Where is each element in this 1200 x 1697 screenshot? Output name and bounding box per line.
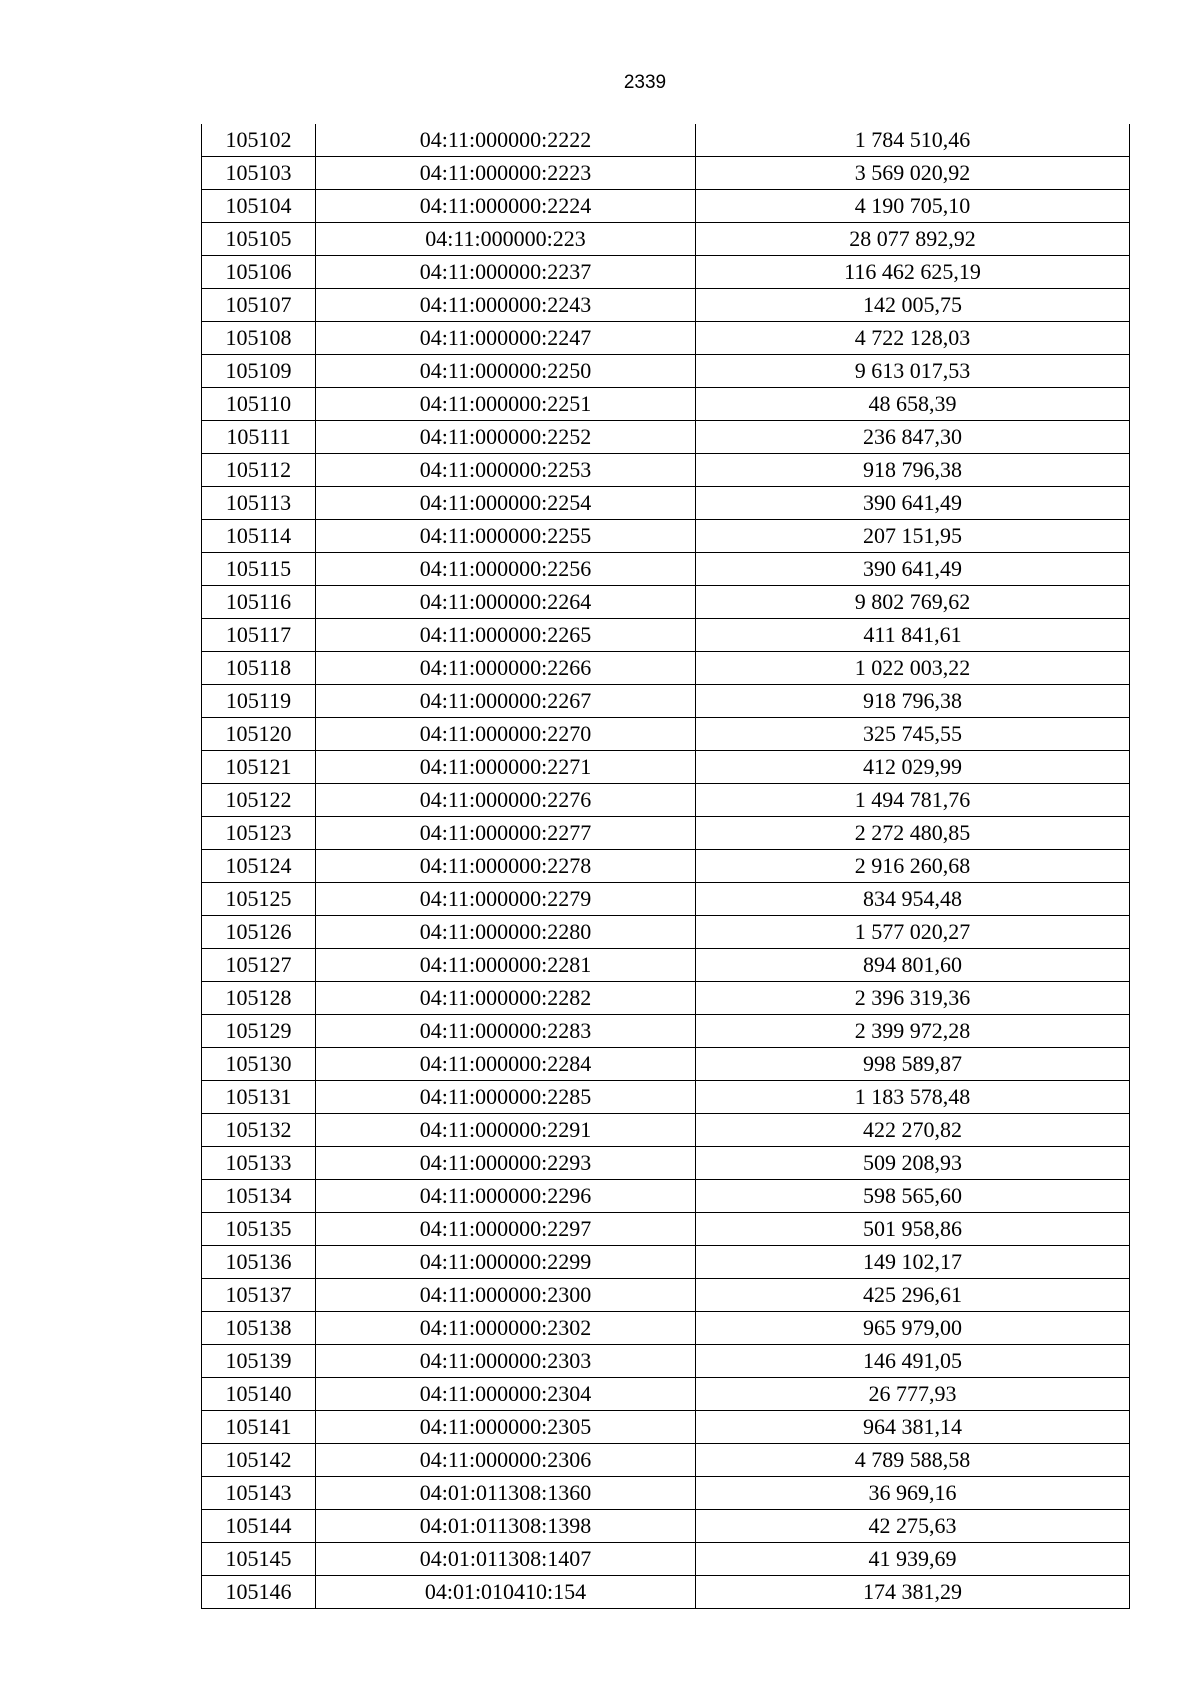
cadastral-number-cell: 04:11:000000:2255	[316, 520, 696, 553]
cadastral-number-cell: 04:11:000000:2293	[316, 1147, 696, 1180]
row-number-cell: 105103	[202, 157, 316, 190]
row-number-cell: 105127	[202, 949, 316, 982]
row-number-cell: 105108	[202, 322, 316, 355]
cadastral-number-cell: 04:01:010410:154	[316, 1576, 696, 1609]
cadastral-number-cell: 04:11:000000:2279	[316, 883, 696, 916]
cadastral-number-cell: 04:11:000000:2224	[316, 190, 696, 223]
row-number-cell: 105125	[202, 883, 316, 916]
cadastral-number-cell: 04:11:000000:2243	[316, 289, 696, 322]
cadastral-number-cell: 04:11:000000:2303	[316, 1345, 696, 1378]
table-row	[202, 1411, 1130, 1444]
table-row	[202, 1213, 1130, 1246]
row-number-cell: 105104	[202, 190, 316, 223]
row-number-cell: 105126	[202, 916, 316, 949]
cadastral-number-cell: 04:01:011308:1398	[316, 1510, 696, 1543]
row-number-cell: 105146	[202, 1576, 316, 1609]
amount-cell: 2 272 480,85	[696, 817, 1130, 850]
amount-cell: 1 784 510,46	[696, 124, 1130, 157]
row-number-cell: 105105	[202, 223, 316, 256]
amount-cell: 3 569 020,92	[696, 157, 1130, 190]
row-number-cell: 105142	[202, 1444, 316, 1477]
table-row	[202, 784, 1130, 817]
row-number-cell: 105110	[202, 388, 316, 421]
amount-cell: 149 102,17	[696, 1246, 1130, 1279]
row-number-cell: 105136	[202, 1246, 316, 1279]
cadastral-number-cell: 04:11:000000:2271	[316, 751, 696, 784]
amount-cell: 26 777,93	[696, 1378, 1130, 1411]
table-row	[202, 157, 1130, 190]
table-row	[202, 1510, 1130, 1543]
table-row	[202, 520, 1130, 553]
cadastral-number-cell: 04:11:000000:2291	[316, 1114, 696, 1147]
cadastral-number-cell: 04:11:000000:223	[316, 223, 696, 256]
row-number-cell: 105128	[202, 982, 316, 1015]
amount-cell: 390 641,49	[696, 553, 1130, 586]
cadastral-number-cell: 04:11:000000:2299	[316, 1246, 696, 1279]
amount-cell: 598 565,60	[696, 1180, 1130, 1213]
page-number: 2339	[623, 72, 667, 93]
cadastral-number-cell: 04:11:000000:2277	[316, 817, 696, 850]
cadastral-number-cell: 04:11:000000:2280	[316, 916, 696, 949]
table-row	[202, 553, 1130, 586]
amount-cell: 2 396 319,36	[696, 982, 1130, 1015]
amount-cell: 412 029,99	[696, 751, 1130, 784]
table-row	[202, 949, 1130, 982]
table-row	[202, 883, 1130, 916]
amount-cell: 41 939,69	[696, 1543, 1130, 1576]
cadastral-number-cell: 04:11:000000:2223	[316, 157, 696, 190]
table-row	[202, 652, 1130, 685]
table-row	[202, 1378, 1130, 1411]
row-number-cell: 105121	[202, 751, 316, 784]
amount-cell: 998 589,87	[696, 1048, 1130, 1081]
cadastral-number-cell: 04:11:000000:2306	[316, 1444, 696, 1477]
table-row	[202, 1477, 1130, 1510]
row-number-cell: 105117	[202, 619, 316, 652]
amount-cell: 501 958,86	[696, 1213, 1130, 1246]
registry-table	[201, 124, 1130, 1609]
row-number-cell: 105118	[202, 652, 316, 685]
row-number-cell: 105113	[202, 487, 316, 520]
amount-cell: 4 789 588,58	[696, 1444, 1130, 1477]
amount-cell: 425 296,61	[696, 1279, 1130, 1312]
row-number-cell: 105134	[202, 1180, 316, 1213]
amount-cell: 965 979,00	[696, 1312, 1130, 1345]
table-row	[202, 1444, 1130, 1477]
row-number-cell: 105114	[202, 520, 316, 553]
cadastral-number-cell: 04:11:000000:2256	[316, 553, 696, 586]
row-number-cell: 105106	[202, 256, 316, 289]
table-row	[202, 619, 1130, 652]
cadastral-number-cell: 04:11:000000:2247	[316, 322, 696, 355]
amount-cell: 325 745,55	[696, 718, 1130, 751]
row-number-cell: 105107	[202, 289, 316, 322]
table-row	[202, 916, 1130, 949]
cadastral-number-cell: 04:11:000000:2222	[316, 124, 696, 157]
table-row	[202, 586, 1130, 619]
row-number-cell: 105109	[202, 355, 316, 388]
row-number-cell: 105122	[202, 784, 316, 817]
cadastral-number-cell: 04:11:000000:2285	[316, 1081, 696, 1114]
table-row	[202, 685, 1130, 718]
cadastral-number-cell: 04:11:000000:2282	[316, 982, 696, 1015]
table-row	[202, 223, 1130, 256]
cadastral-number-cell: 04:01:011308:1360	[316, 1477, 696, 1510]
row-number-cell: 105123	[202, 817, 316, 850]
row-number-cell: 105138	[202, 1312, 316, 1345]
table-row	[202, 718, 1130, 751]
cadastral-number-cell: 04:11:000000:2267	[316, 685, 696, 718]
table-row	[202, 1543, 1130, 1576]
table-row	[202, 487, 1130, 520]
cadastral-number-cell: 04:11:000000:2264	[316, 586, 696, 619]
row-number-cell: 105129	[202, 1015, 316, 1048]
cadastral-number-cell: 04:11:000000:2278	[316, 850, 696, 883]
table-row	[202, 1246, 1130, 1279]
row-number-cell: 105119	[202, 685, 316, 718]
row-number-cell: 105137	[202, 1279, 316, 1312]
cadastral-number-cell: 04:11:000000:2237	[316, 256, 696, 289]
amount-cell: 48 658,39	[696, 388, 1130, 421]
cadastral-number-cell: 04:11:000000:2297	[316, 1213, 696, 1246]
row-number-cell: 105115	[202, 553, 316, 586]
row-number-cell: 105139	[202, 1345, 316, 1378]
cadastral-number-cell: 04:11:000000:2266	[316, 652, 696, 685]
cadastral-number-cell: 04:11:000000:2304	[316, 1378, 696, 1411]
row-number-cell: 105141	[202, 1411, 316, 1444]
amount-cell: 142 005,75	[696, 289, 1130, 322]
cadastral-number-cell: 04:11:000000:2276	[316, 784, 696, 817]
table-row	[202, 1279, 1130, 1312]
amount-cell: 42 275,63	[696, 1510, 1130, 1543]
cadastral-number-cell: 04:11:000000:2252	[316, 421, 696, 454]
amount-cell: 1 183 578,48	[696, 1081, 1130, 1114]
row-number-cell: 105116	[202, 586, 316, 619]
table-row	[202, 289, 1130, 322]
amount-cell: 834 954,48	[696, 883, 1130, 916]
table-row	[202, 322, 1130, 355]
row-number-cell: 105102	[202, 124, 316, 157]
amount-cell: 4 722 128,03	[696, 322, 1130, 355]
table-row	[202, 454, 1130, 487]
table-row	[202, 421, 1130, 454]
amount-cell: 1 022 003,22	[696, 652, 1130, 685]
table-row	[202, 1114, 1130, 1147]
row-number-cell: 105145	[202, 1543, 316, 1576]
amount-cell: 36 969,16	[696, 1477, 1130, 1510]
table-row	[202, 1147, 1130, 1180]
amount-cell: 2 399 972,28	[696, 1015, 1130, 1048]
amount-cell: 174 381,29	[696, 1576, 1130, 1609]
cadastral-number-cell: 04:11:000000:2305	[316, 1411, 696, 1444]
amount-cell: 146 491,05	[696, 1345, 1130, 1378]
row-number-cell: 105144	[202, 1510, 316, 1543]
amount-cell: 411 841,61	[696, 619, 1130, 652]
table-row	[202, 751, 1130, 784]
amount-cell: 509 208,93	[696, 1147, 1130, 1180]
amount-cell: 9 613 017,53	[696, 355, 1130, 388]
amount-cell: 390 641,49	[696, 487, 1130, 520]
amount-cell: 4 190 705,10	[696, 190, 1130, 223]
table-row	[202, 1312, 1130, 1345]
row-number-cell: 105132	[202, 1114, 316, 1147]
cadastral-number-cell: 04:11:000000:2253	[316, 454, 696, 487]
amount-cell: 894 801,60	[696, 949, 1130, 982]
row-number-cell: 105130	[202, 1048, 316, 1081]
amount-cell: 1 577 020,27	[696, 916, 1130, 949]
amount-cell: 2 916 260,68	[696, 850, 1130, 883]
cadastral-number-cell: 04:11:000000:2251	[316, 388, 696, 421]
table-row	[202, 355, 1130, 388]
amount-cell: 918 796,38	[696, 685, 1130, 718]
row-number-cell: 105133	[202, 1147, 316, 1180]
row-number-cell: 105143	[202, 1477, 316, 1510]
amount-cell: 207 151,95	[696, 520, 1130, 553]
registry-table-body	[202, 124, 1130, 1609]
row-number-cell: 105120	[202, 718, 316, 751]
table-row	[202, 1048, 1130, 1081]
amount-cell: 9 802 769,62	[696, 586, 1130, 619]
table-row	[202, 388, 1130, 421]
table-row	[202, 1576, 1130, 1609]
amount-cell: 236 847,30	[696, 421, 1130, 454]
cadastral-number-cell: 04:11:000000:2250	[316, 355, 696, 388]
cadastral-number-cell: 04:11:000000:2265	[316, 619, 696, 652]
row-number-cell: 105111	[202, 421, 316, 454]
row-number-cell: 105112	[202, 454, 316, 487]
amount-cell: 28 077 892,92	[696, 223, 1130, 256]
table-row	[202, 850, 1130, 883]
table-row	[202, 982, 1130, 1015]
cadastral-number-cell: 04:11:000000:2283	[316, 1015, 696, 1048]
cadastral-number-cell: 04:11:000000:2296	[316, 1180, 696, 1213]
amount-cell: 918 796,38	[696, 454, 1130, 487]
table-row	[202, 190, 1130, 223]
cadastral-number-cell: 04:11:000000:2284	[316, 1048, 696, 1081]
cadastral-number-cell: 04:11:000000:2300	[316, 1279, 696, 1312]
cadastral-number-cell: 04:11:000000:2281	[316, 949, 696, 982]
row-number-cell: 105124	[202, 850, 316, 883]
table-row	[202, 256, 1130, 289]
amount-cell: 116 462 625,19	[696, 256, 1130, 289]
cadastral-number-cell: 04:11:000000:2270	[316, 718, 696, 751]
table-row	[202, 1180, 1130, 1213]
amount-cell: 964 381,14	[696, 1411, 1130, 1444]
table-row	[202, 1345, 1130, 1378]
table-row	[202, 1081, 1130, 1114]
amount-cell: 1 494 781,76	[696, 784, 1130, 817]
row-number-cell: 105140	[202, 1378, 316, 1411]
table-row	[202, 1015, 1130, 1048]
cadastral-number-cell: 04:11:000000:2254	[316, 487, 696, 520]
table-row	[202, 817, 1130, 850]
amount-cell: 422 270,82	[696, 1114, 1130, 1147]
row-number-cell: 105131	[202, 1081, 316, 1114]
cadastral-number-cell: 04:11:000000:2302	[316, 1312, 696, 1345]
row-number-cell: 105135	[202, 1213, 316, 1246]
cadastral-number-cell: 04:01:011308:1407	[316, 1543, 696, 1576]
table-row	[202, 124, 1130, 157]
